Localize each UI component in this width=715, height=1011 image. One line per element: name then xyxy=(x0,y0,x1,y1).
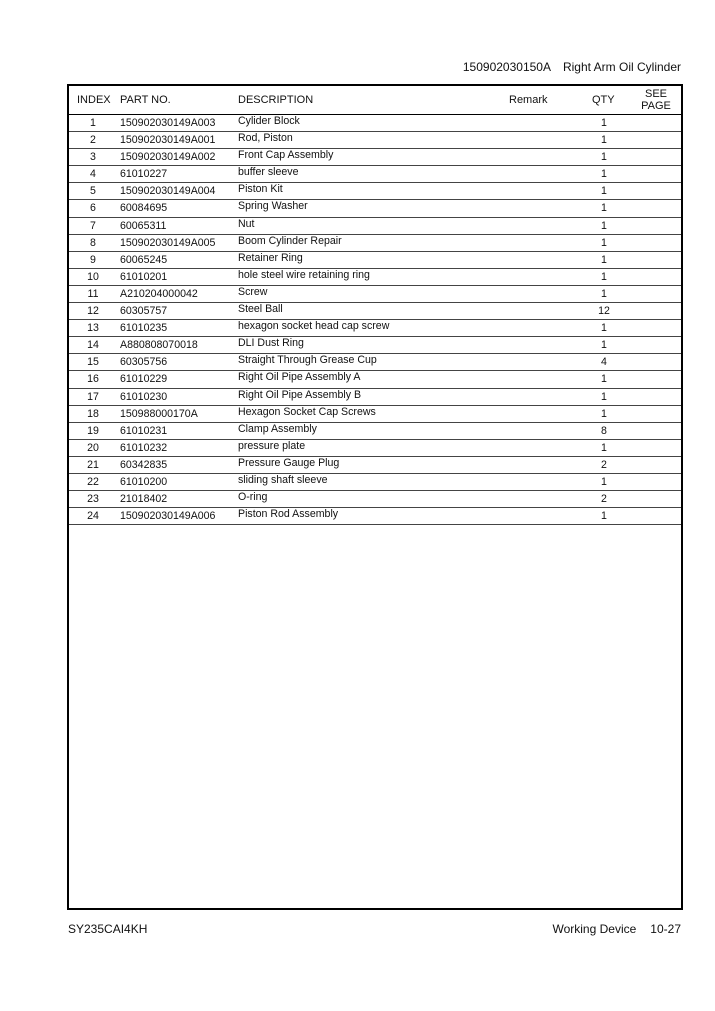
row-index: 3 xyxy=(90,151,96,164)
footer-model: SY235CAI4KH xyxy=(68,922,148,936)
column-header-remark: Remark xyxy=(509,94,548,106)
row-part-no: 61010201 xyxy=(120,270,168,283)
header-title: Right Arm Oil Cylinder xyxy=(562,60,681,74)
table-row xyxy=(69,457,681,474)
row-part-no: 61010227 xyxy=(120,168,168,181)
table-row xyxy=(69,132,681,149)
row-description: pressure plate xyxy=(238,439,306,452)
row-part-no: 60084695 xyxy=(120,202,168,215)
row-description: Rod, Piston xyxy=(238,132,293,145)
table-row xyxy=(69,303,681,320)
column-header-description: DESCRIPTION xyxy=(238,94,314,106)
table-row xyxy=(69,149,681,166)
row-qty: 1 xyxy=(601,270,607,283)
table-row xyxy=(69,218,681,235)
row-index: 6 xyxy=(90,202,96,215)
row-description: Nut xyxy=(238,217,255,230)
row-qty: 1 xyxy=(601,510,607,523)
row-index: 23 xyxy=(87,493,99,506)
table-row xyxy=(69,183,681,200)
row-index: 24 xyxy=(87,510,99,523)
row-index: 14 xyxy=(87,339,99,352)
row-qty: 1 xyxy=(601,117,607,129)
row-description: DLI Dust Ring xyxy=(238,337,304,350)
see-page-line-1: SEE xyxy=(644,88,667,100)
row-part-no: 60065311 xyxy=(120,219,167,232)
table-row xyxy=(69,166,681,183)
header-part-number: 150902030150A xyxy=(462,60,551,74)
row-description: Front Cap Assembly xyxy=(238,149,334,162)
row-index: 13 xyxy=(87,322,99,335)
row-qty: 1 xyxy=(601,253,607,266)
row-description: Retainer Ring xyxy=(238,251,303,264)
row-qty: 1 xyxy=(601,219,607,232)
row-index: 1 xyxy=(90,117,96,129)
row-qty: 12 xyxy=(598,305,610,318)
table-row xyxy=(69,389,681,406)
row-part-no: 61010235 xyxy=(120,322,168,335)
row-qty: 1 xyxy=(601,339,607,352)
table-row xyxy=(69,508,681,525)
table-row xyxy=(69,286,681,303)
row-description: hexagon socket head cap screw xyxy=(238,320,390,333)
table-row xyxy=(69,406,681,423)
row-index: 21 xyxy=(87,458,99,471)
row-qty: 2 xyxy=(601,493,607,506)
row-qty: 1 xyxy=(601,441,607,454)
row-qty: 1 xyxy=(601,236,607,249)
column-header-part-no: PART NO. xyxy=(120,94,171,106)
row-description: Boom Cylinder Repair xyxy=(238,234,342,247)
row-description: Straight Through Grease Cup xyxy=(238,354,377,367)
row-qty: 1 xyxy=(601,134,607,147)
row-description: Clamp Assembly xyxy=(238,422,317,435)
row-index: 17 xyxy=(87,390,99,403)
table-row xyxy=(69,423,681,440)
row-part-no: 60305757 xyxy=(120,305,168,318)
row-qty: 1 xyxy=(601,373,607,386)
row-description: Steel Ball xyxy=(238,303,283,316)
table-row xyxy=(69,320,681,337)
table-row xyxy=(69,235,681,252)
table-row xyxy=(69,252,681,269)
row-part-no: 61010200 xyxy=(120,475,168,488)
row-part-no: 61010229 xyxy=(120,373,168,386)
row-part-no: 150902030149A003 xyxy=(120,117,216,129)
row-part-no: 61010231 xyxy=(120,424,168,437)
row-index: 16 xyxy=(87,373,99,386)
row-qty: 1 xyxy=(601,202,607,215)
row-description: O-ring xyxy=(238,491,268,504)
row-description: Pressure Gauge Plug xyxy=(238,456,340,469)
row-description: Hexagon Socket Cap Screws xyxy=(238,405,376,418)
row-part-no: 61010230 xyxy=(120,390,168,403)
parts-table-body xyxy=(69,115,681,525)
row-qty: 1 xyxy=(601,390,607,403)
row-index: 5 xyxy=(90,185,96,198)
table-row xyxy=(69,200,681,217)
row-index: 12 xyxy=(87,305,99,318)
row-index: 20 xyxy=(87,441,99,454)
row-part-no: 21018402 xyxy=(120,493,168,506)
row-part-no: 150902030149A006 xyxy=(120,510,216,523)
row-qty: 1 xyxy=(601,287,607,300)
row-index: 10 xyxy=(87,270,99,283)
row-qty: 2 xyxy=(601,458,607,471)
row-description: Spring Washer xyxy=(238,200,308,213)
row-description: Screw xyxy=(238,285,268,298)
row-part-no: 150902030149A001 xyxy=(120,134,216,147)
table-row xyxy=(69,440,681,457)
footer-page-number: 10-27 xyxy=(650,922,681,936)
row-description: Piston Rod Assembly xyxy=(238,508,339,521)
row-description: Piston Kit xyxy=(238,183,283,196)
row-qty: 1 xyxy=(601,407,607,420)
row-index: 22 xyxy=(87,475,99,488)
row-qty: 1 xyxy=(601,475,607,488)
row-description: buffer sleeve xyxy=(238,166,299,179)
row-part-no: 150902030149A005 xyxy=(120,236,216,249)
footer-section: Working Device xyxy=(552,922,637,936)
row-description: Cylider Block xyxy=(238,115,300,127)
row-part-no: 150988000170A xyxy=(120,407,198,420)
column-header-see-page xyxy=(636,88,676,112)
row-qty: 8 xyxy=(601,424,607,437)
page-header xyxy=(463,60,681,74)
see-page-line-2: PAGE xyxy=(641,100,671,112)
row-description: hole steel wire retaining ring xyxy=(238,268,370,281)
row-index: 11 xyxy=(87,287,99,300)
table-row xyxy=(69,371,681,388)
row-index: 8 xyxy=(90,236,96,249)
row-description: sliding shaft sleeve xyxy=(238,473,328,486)
table-row xyxy=(69,337,681,354)
row-index: 19 xyxy=(87,424,99,437)
table-row xyxy=(69,474,681,491)
row-qty: 1 xyxy=(601,168,607,181)
row-part-no: 60342835 xyxy=(120,458,168,471)
row-qty: 1 xyxy=(601,151,607,164)
row-index: 4 xyxy=(90,168,96,181)
row-part-no: 60305756 xyxy=(120,356,168,369)
row-description: Right Oil Pipe Assembly A xyxy=(238,371,361,384)
row-part-no: 150902030149A004 xyxy=(120,185,216,198)
row-index: 7 xyxy=(90,219,96,232)
row-index: 18 xyxy=(87,407,99,420)
table-row xyxy=(69,269,681,286)
column-header-index: INDEX xyxy=(77,94,111,106)
footer-section-page xyxy=(552,922,681,936)
row-part-no: 60065245 xyxy=(120,253,168,266)
row-description: Right Oil Pipe Assembly B xyxy=(238,388,362,401)
row-qty: 1 xyxy=(601,185,607,198)
row-qty: 4 xyxy=(601,356,607,369)
row-qty: 1 xyxy=(601,322,607,335)
row-part-no: A210204000042 xyxy=(120,287,198,300)
row-index: 9 xyxy=(90,253,96,266)
row-part-no: 150902030149A002 xyxy=(120,151,216,164)
table-row xyxy=(69,491,681,508)
table-row xyxy=(69,115,681,132)
row-index: 2 xyxy=(90,134,96,147)
table-row xyxy=(69,354,681,371)
row-part-no: 61010232 xyxy=(120,441,168,454)
row-index: 15 xyxy=(87,356,99,369)
column-header-qty: QTY xyxy=(592,94,615,106)
row-part-no: A880808070018 xyxy=(120,339,198,352)
